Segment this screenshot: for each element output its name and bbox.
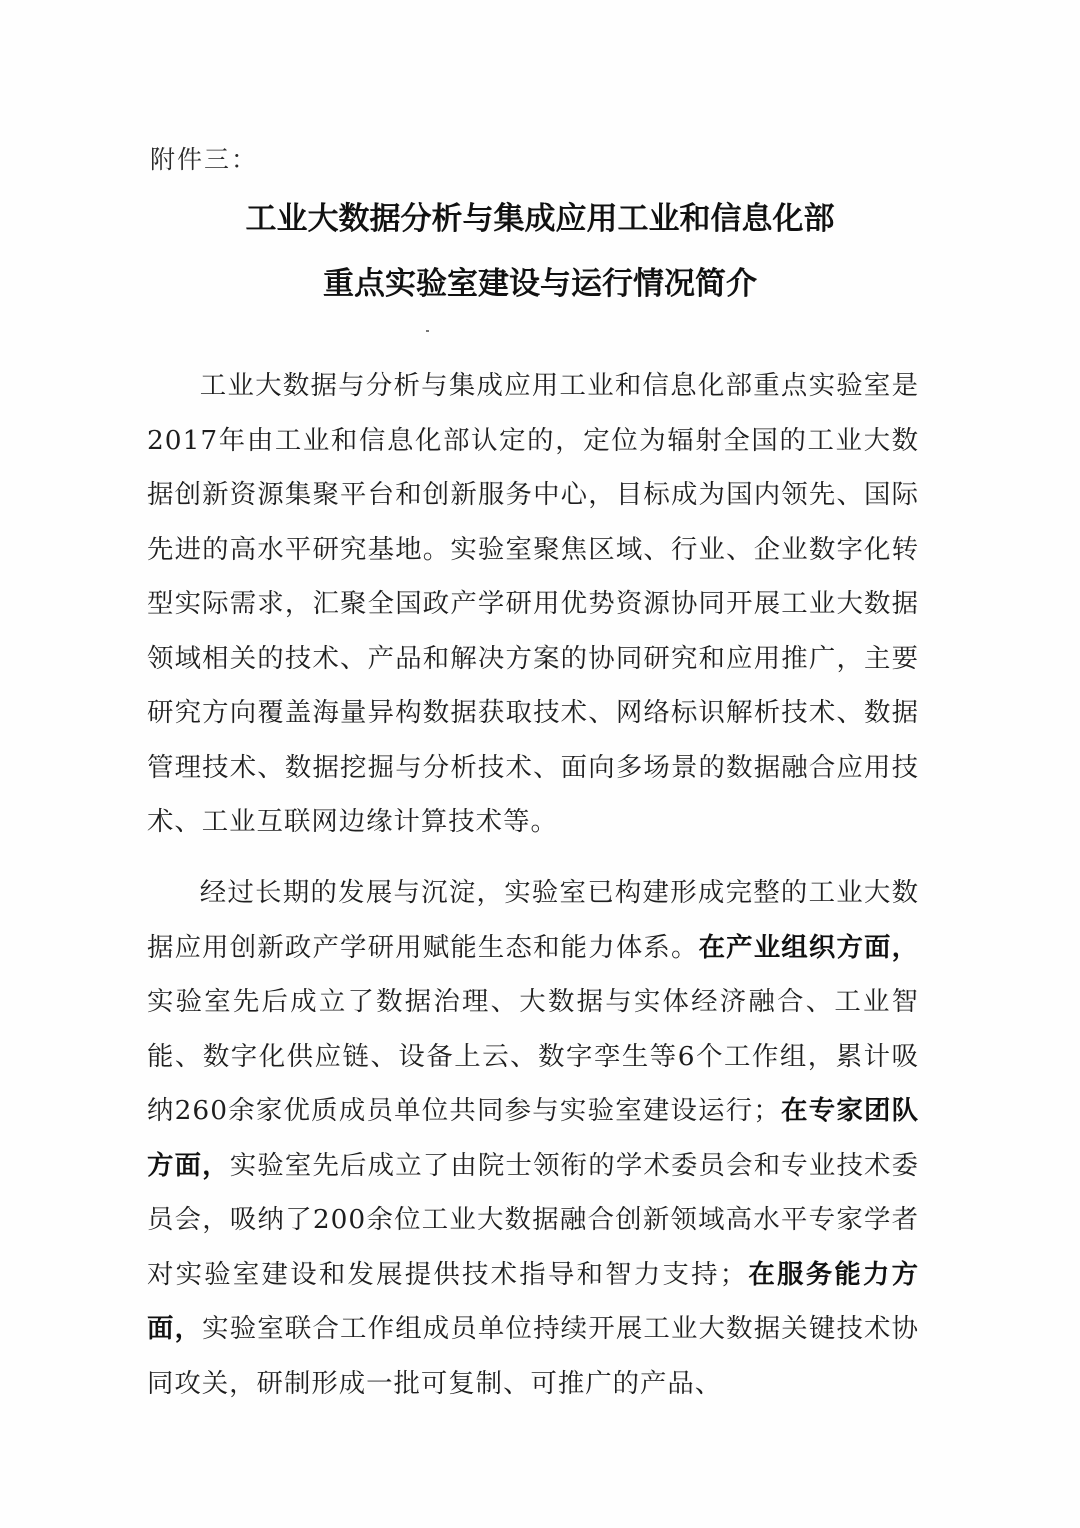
document-title-line-2: 重点实验室建设与运行情况简介 [323, 266, 757, 302]
attachment-label: 附件三： [150, 145, 259, 174]
paragraph-intro: 经过长期的发展与沉淀，实验室已构建形成完整的工业大数据应用创新政产学研用赋能生态和能力体系。 [147, 877, 919, 963]
expert-heading: 在专家团队方面， [147, 1095, 920, 1181]
expert-text: 实验室先后成立了由院士领衔的学术委员会和专业技术委员会，吸纳了200余位工业大数据融合创新领域高水平专家学者对实验室建设和发展提供技术指导和智力支持； [147, 1149, 919, 1290]
paragraph-text: 工业大数据与分析与集成应用工业和信息化部重点实验室是2017年由工业和信息化部认定的，定位为辐射全国的工业大数据创新资源集聚平台和创新服务中心，目标成为国内领先、国际先进的高水平研究基地。实验室聚焦区域、行业、企业数字化转型实际需求，汇聚全国政产学研用优势资源协同开展工业大数据领域相关的技术、产品和解决方案的协同研究和应用推广，主要研究方向覆盖海量异构数据获取技术、网络标识解析技术、数据管理技术、数据挖掘与分析技术、面向多场景的数据融合应用技术、工业互联网边缘计算技术等。 [147, 370, 919, 837]
service-heading: 在服务能力方面， [147, 1258, 920, 1344]
service-text: 实验室联合工作组成员单位持续开展工业大数据关键技术协同攻关，研制形成一批可复制、可推广的产品、 [147, 1313, 919, 1399]
industry-heading: 在产业组织方面， [698, 931, 919, 963]
body-paragraph-1 [147, 359, 919, 850]
document-title-line-1: 工业大数据分析与集成应用工业和信息化部 [245, 201, 835, 237]
paragraph-text [147, 866, 919, 1411]
body-paragraph-2 [147, 866, 919, 1411]
industry-text: 实验室先后成立了数据治理、大数据与实体经济融合、工业智能、数字化供应链、设备上云、数字孪生等6个工作组，累计吸纳260余家优质成员单位共同参与实验室建设运行； [147, 986, 919, 1126]
scan-mark [426, 330, 429, 332]
